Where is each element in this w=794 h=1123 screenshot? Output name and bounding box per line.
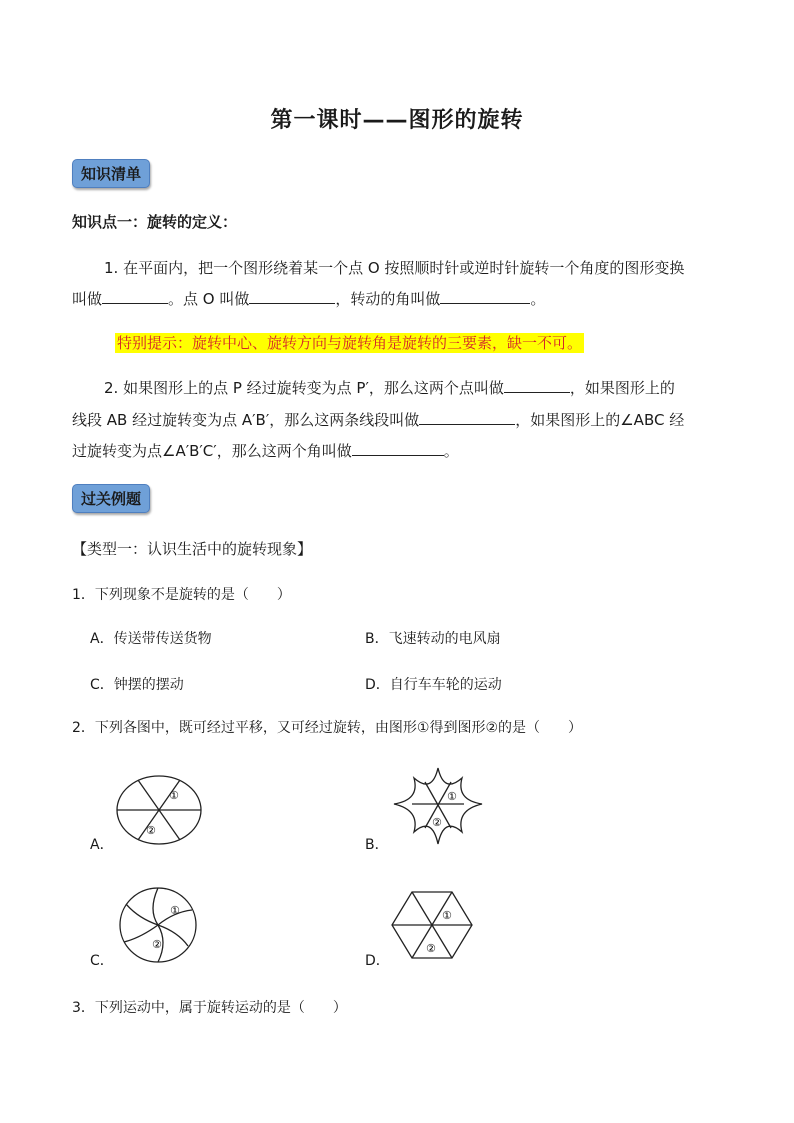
shape-1-marker: ①: [170, 904, 180, 917]
figure-a-circle: [114, 774, 204, 846]
item2-line3: [72, 440, 459, 461]
shape-2-marker: ②: [152, 938, 162, 951]
shape-1-marker: ①: [447, 790, 457, 803]
page-title: 第一课时——图形的旋转: [270, 108, 524, 133]
item2-text-e: 过旋转变为点∠A′B′C′，那么这两个角叫做: [72, 442, 352, 460]
item1-text-b: 。点 O 叫做: [168, 290, 250, 308]
q2-label-c: C．: [90, 953, 114, 969]
q2-label-d: D．: [365, 953, 390, 969]
figure-c-circle: [118, 886, 198, 964]
knowledge-point-heading: 知识点一：旋转的定义：: [72, 213, 238, 231]
shape-2-marker: ②: [426, 942, 436, 955]
item2-text-a: 2. 如果图形上的点 P 经过旋转变为点 P′，那么这两个点叫做: [104, 379, 504, 397]
tip-text: 特别提示：旋转中心、旋转方向与旋转角是旋转的三要素，缺一不可。: [117, 334, 583, 352]
q1-option-a: A．传送带传送货物: [90, 631, 212, 647]
item1-line2: [72, 288, 545, 309]
q1-option-d: D．自行车车轮的运动: [365, 677, 502, 693]
item2-line1: [104, 377, 675, 398]
item2-text-d: ，如果图形上的∠ABC 经: [515, 411, 685, 429]
item2-text-b: ，如果图形上的: [569, 379, 675, 397]
shape-1-marker: ①: [169, 789, 179, 802]
answer-blank: [352, 441, 444, 456]
answer-blank: [504, 378, 570, 393]
item1-text-a: 叫做: [72, 290, 103, 308]
q1-option-b: B．飞速转动的电风扇: [365, 631, 501, 647]
figure-b-star: [392, 766, 484, 846]
q1-option-c: C．钟摆的摆动: [90, 677, 184, 693]
figure-d-hexagon: [390, 890, 474, 960]
section-badge-examples: 过关例题: [72, 484, 150, 513]
answer-blank: [440, 289, 530, 304]
item2-text-c: 线段 AB 经过旋转变为点 A′B′，那么这两条线段叫做: [72, 411, 420, 429]
answer-blank: [102, 289, 168, 304]
answer-blank: [419, 410, 515, 425]
q2-stem: 2．下列各图中，既可经过平移，又可经过旋转，由图形①得到图形②的是（ ）: [72, 720, 583, 736]
shape-1-marker: ①: [442, 909, 452, 922]
q2-label-b: B．: [365, 837, 389, 853]
q1-stem: 1．下列现象不是旋转的是（ ）: [72, 587, 291, 603]
q2-label-a: A．: [90, 837, 114, 853]
answer-blank: [249, 289, 335, 304]
type-heading: 【类型一：认识生活中的旋转现象】: [72, 540, 313, 558]
item1-text-c: ，转动的角叫做: [335, 290, 441, 308]
shape-2-marker: ②: [146, 824, 156, 837]
tip-highlight: [115, 332, 584, 353]
section-badge-knowledge: 知识清单: [72, 159, 150, 188]
q3-stem: 3．下列运动中，属于旋转运动的是（ ）: [72, 1000, 347, 1016]
item1-text-d: 。: [530, 290, 546, 308]
item2-line2: [72, 409, 684, 430]
item2-text-f: 。: [443, 442, 459, 460]
item1-line1: 1. 在平面内，把一个图形绕着某一个点 O 按照顺时针或逆时针旋转一个角度的图形变换: [104, 259, 685, 277]
shape-2-marker: ②: [432, 816, 442, 829]
